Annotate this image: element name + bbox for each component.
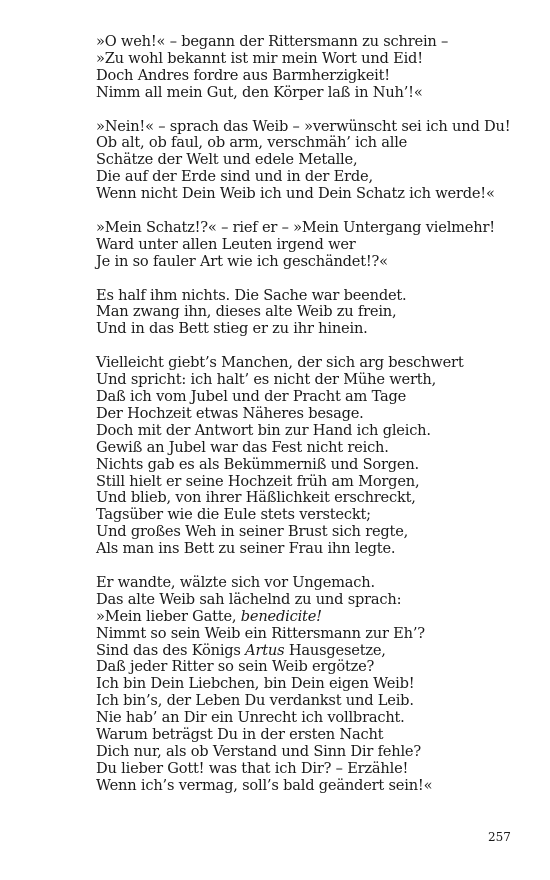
line-text: »Nein!« – sprach das Weib – »verwünscht sei ich und Du!: [96, 117, 511, 135]
verse-line: [96, 85, 536, 102]
line-text: Warum beträgst Du in der ersten Nacht: [96, 726, 384, 744]
line-text: Gewiß an Jubel war das Fest nicht reich.: [96, 438, 389, 456]
page-number: 257: [488, 830, 511, 844]
verse-line: [96, 186, 536, 203]
verse-line: [96, 727, 536, 744]
line-text: Und spricht: ich halt’ es nicht der Mühe werth,: [96, 371, 437, 389]
line-text: Dich nur, als ob Verstand und Sinn Dir fehle?: [96, 742, 421, 760]
line-text: Als man ins Bett zu seiner Frau ihn legte.: [96, 540, 396, 558]
line-text: »O weh!« – begann der Rittersmann zu schrein –: [96, 33, 449, 50]
line-text: Der Hochzeit etwas Näheres besage.: [96, 404, 364, 422]
line-text: Nimmt so sein Weib ein Rittersmann zur Eh’?: [96, 624, 425, 642]
line-text: Schätze der Welt und edele Metalle,: [96, 151, 358, 169]
verse-line: [96, 693, 536, 710]
verse-line: [96, 119, 536, 136]
line-text: Und blieb, von ihrer Häßlichkeit erschreckt,: [96, 489, 416, 507]
line-text: Nichts gab es als Bekümmerniß und Sorgen.: [96, 455, 419, 473]
verse-line: [96, 761, 536, 778]
verse-line: [96, 389, 536, 406]
verse-line: [96, 355, 536, 372]
verse-line: [96, 659, 536, 676]
verse-line: [96, 541, 536, 558]
line-text: Wenn ich’s vermag, soll’s bald geändert sein!«: [96, 776, 433, 794]
line-text: Wenn nicht Dein Weib ich und Dein Schatz ich werde!«: [96, 185, 495, 203]
line-text: Es half ihm nichts. Die Sache war beendet.: [96, 286, 407, 304]
stanza: [96, 119, 536, 204]
verse-line: [96, 220, 536, 237]
verse-line: [96, 778, 536, 795]
line-text: Daß ich vom Jubel und der Pracht am Tage: [96, 387, 407, 405]
verse-line: [96, 575, 536, 592]
line-text: Und in das Bett stieg er zu ihr hinein.: [96, 320, 368, 338]
stanza: [96, 220, 536, 271]
stanza: [96, 34, 536, 102]
line-text: Vielleicht giebt’s Manchen, der sich arg beschwert: [96, 354, 464, 372]
stanza: [96, 355, 536, 558]
verse-line: [96, 321, 536, 338]
line-text: Das alte Weib sah lächelnd zu und sprach:: [96, 590, 402, 608]
verse-line: [96, 34, 536, 51]
verse-line: [96, 423, 536, 440]
verse-line: [96, 592, 536, 609]
line-text: Tagsüber wie die Eule stets versteckt;: [96, 506, 371, 524]
verse-line: [96, 304, 536, 321]
verse-line: [96, 507, 536, 524]
verse-line: [96, 169, 536, 186]
line-text: Nimm all mein Gut, den Körper laß in Nuh’!«: [96, 83, 423, 101]
line-text: »Mein lieber Gatte,: [96, 607, 241, 625]
verse-line: [96, 524, 536, 541]
line-text: Und großes Weh in seiner Brust sich regte,: [96, 523, 409, 541]
verse-line: [96, 490, 536, 507]
line-text: Nie hab’ an Dir ein Unrecht ich vollbracht.: [96, 709, 405, 727]
line-text: Hausgesetze,: [284, 641, 386, 659]
verse-line: [96, 440, 536, 457]
verse-line: [96, 135, 536, 152]
line-text: »Zu wohl bekannt ist mir mein Wort und Eid!: [96, 49, 423, 67]
line-text: Ward unter allen Leuten irgend wer: [96, 235, 356, 253]
line-text: Er wandte, wälzte sich vor Ungemach.: [96, 573, 375, 591]
verse-line: [96, 457, 536, 474]
verse-line: [96, 68, 536, 85]
verse-line: [96, 626, 536, 643]
line-text: Sind das des Königs: [96, 641, 246, 659]
verse-line: [96, 474, 536, 491]
line-text: Ich bin’s, der Leben Du verdankst und Leib.: [96, 692, 414, 710]
line-text: Doch Andres fordre aus Barmherzigkeit!: [96, 66, 390, 84]
line-text: Ich bin Dein Liebchen, bin Dein eigen Weib!: [96, 675, 415, 693]
stanza: [96, 288, 536, 339]
poem-text: [96, 34, 536, 812]
stanza: [96, 575, 536, 795]
verse-line: [96, 254, 536, 271]
line-text: Ob alt, ob faul, ob arm, verschmäh’ ich alle: [96, 134, 408, 152]
line-text: Je in so fauler Art wie ich geschändet!?«: [96, 252, 388, 270]
line-text: Man zwang ihn, dieses alte Weib zu frein,: [96, 303, 397, 321]
verse-line: [96, 51, 536, 68]
italic-text: Artus: [245, 641, 285, 659]
verse-line: [96, 676, 536, 693]
verse-line: [96, 609, 536, 626]
line-text: Doch mit der Antwort bin zur Hand ich gleich.: [96, 421, 431, 439]
line-text: »Mein Schatz!?« – rief er – »Mein Untergang vielmehr!: [96, 218, 495, 236]
italic-text: benedicite!: [240, 607, 322, 625]
verse-line: [96, 710, 536, 727]
verse-line: [96, 288, 536, 305]
line-text: Still hielt er seine Hochzeit früh am Morgen,: [96, 472, 420, 490]
verse-line: [96, 406, 536, 423]
line-text: Du lieber Gott! was that ich Dir? – Erzähle!: [96, 759, 409, 777]
verse-line: [96, 372, 536, 389]
verse-line: [96, 744, 536, 761]
line-text: Die auf der Erde sind und in der Erde,: [96, 168, 373, 186]
verse-line: [96, 152, 536, 169]
verse-line: [96, 237, 536, 254]
line-text: Daß jeder Ritter so sein Weib ergötze?: [96, 658, 375, 676]
verse-line: [96, 643, 536, 660]
